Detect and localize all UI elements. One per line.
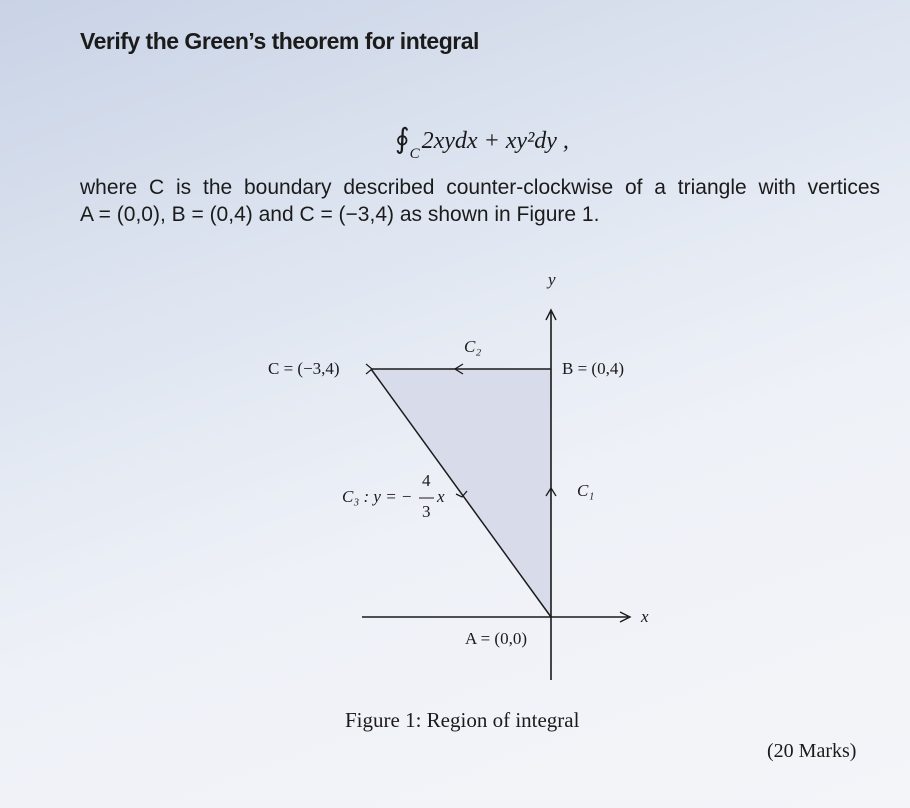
integral-subscript: C [409,146,420,162]
question-heading: Verify the Green’s theorem for integral [80,28,479,54]
description-line-2: A = (0,0), B = (0,4) and C = (−3,4) as shown in Figure 1. [80,203,600,226]
x-axis-label: x [641,607,649,626]
vertex-c-label: C = (−3,4) [268,359,340,378]
edge-c2-label: C₂ [464,337,482,356]
description-line-1: where C is the boundary described counter-clockwise of a triangle with vertices [80,176,880,199]
y-axis-label: y [548,270,556,289]
contour-integral-icon: ∮ [395,124,410,155]
edge-c3-variable: x [437,487,445,506]
figure-caption: Figure 1: Region of integral [345,708,580,732]
edge-c3-denominator: 3 [422,502,431,521]
edge-c1-label: C₁ [577,481,595,500]
edge-c3-numerator: 4 [422,471,431,490]
vertex-a-label: A = (0,0) [465,629,527,648]
integrand: 2xydx + xy²dy , [421,128,569,154]
edge-c3-label: C₃ : y = − [342,487,413,506]
vertex-c-pointer-icon [366,364,372,374]
marks-label: (20 Marks) [767,740,857,762]
vertex-b-label: B = (0,4) [562,359,624,378]
